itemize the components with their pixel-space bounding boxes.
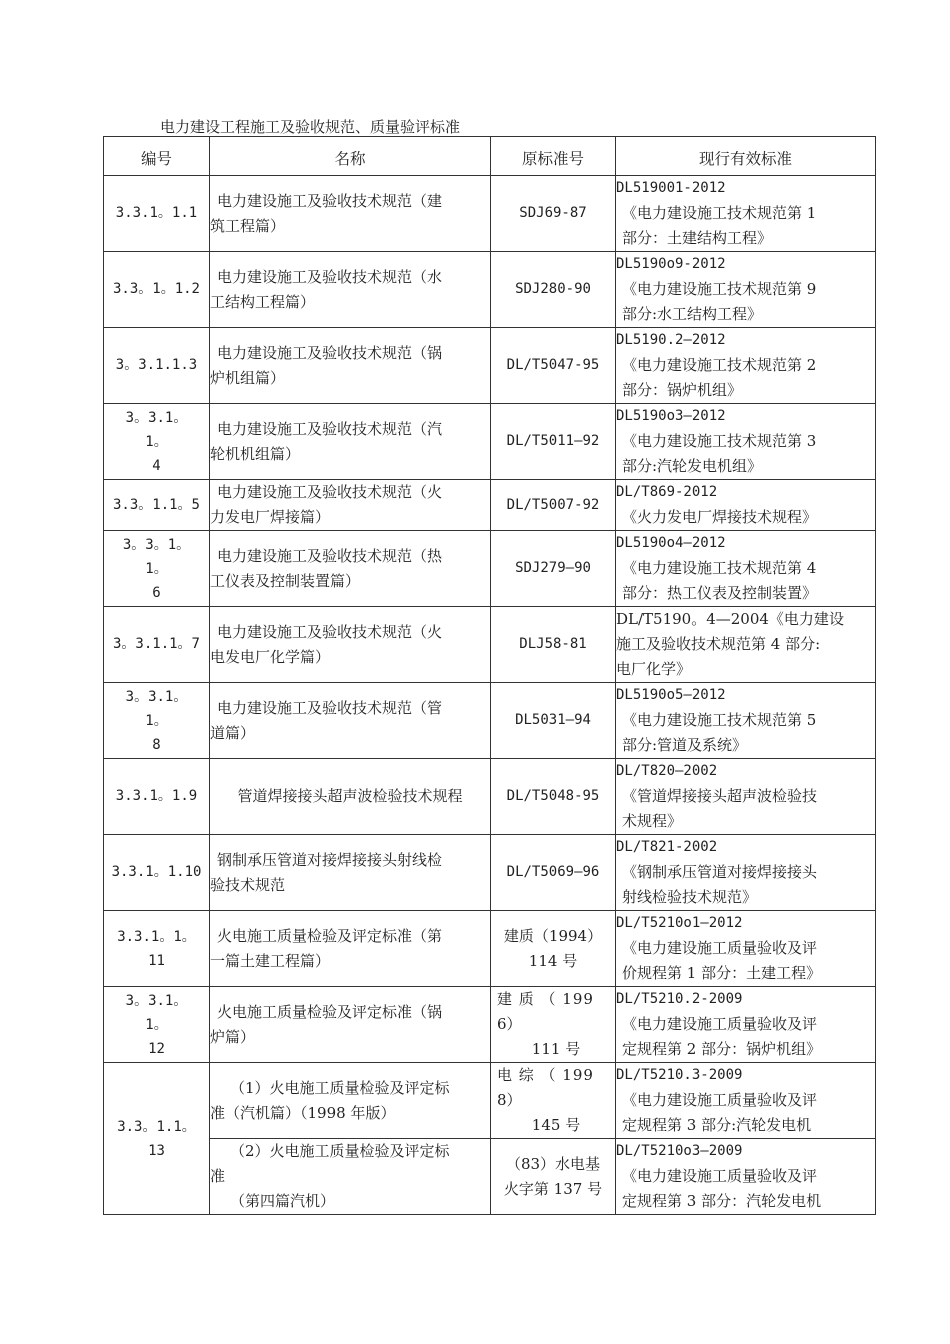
table-row — [104, 176, 876, 252]
cell-line: 轮机机组篇） — [210, 444, 301, 463]
cell-line: DL/T5069—96 — [506, 864, 600, 880]
cell-line: DL/T5210o3—2009 — [616, 1143, 743, 1159]
cell-line: 13 — [148, 1142, 165, 1159]
cell-original-standard — [491, 176, 616, 252]
cell-line: DL5190o5—2012 — [616, 687, 726, 703]
cell-line: 部分:管道及系统》 — [622, 736, 748, 754]
cell-number — [104, 531, 210, 607]
cell-line: 建质（1994） — [503, 926, 603, 945]
cell-line: 3。3.1.1。7 — [112, 636, 200, 652]
cell-line: 1。 — [145, 560, 168, 577]
standards-table — [103, 136, 876, 1215]
cell-line: 施工及验收技术规范第 4 部分: — [616, 635, 821, 653]
cell-line: 管道焊接接头超声波检验技术规程 — [237, 787, 463, 805]
page-title: 电力建设工程施工及验收规范、质量验评标准 — [160, 118, 461, 136]
cell-line: 部分：锅炉机组》 — [622, 381, 743, 399]
cell-line: 电力建设施工及验收技术规范（火 — [217, 483, 443, 501]
table-row — [104, 911, 876, 987]
table-row — [104, 480, 876, 531]
cell-line: 部分：土建结构工程》 — [622, 229, 773, 247]
header-original-standard: 原标准号 — [491, 137, 616, 176]
cell-line: 1。 — [145, 1016, 168, 1033]
cell-name — [210, 987, 491, 1063]
cell-line: 《管道焊接接头超声波检验技 — [622, 787, 818, 805]
table-header-row — [104, 137, 876, 176]
cell-line: 电力建设施工及验收技术规范（火 — [217, 622, 443, 641]
cell-number — [104, 911, 210, 987]
table-row — [104, 328, 876, 404]
cell-line: DL5190.2—2012 — [616, 332, 726, 348]
cell-line: SDJ279—90 — [515, 560, 591, 576]
cell-line: DL/T5011—92 — [506, 433, 600, 449]
cell-line: DL519001-2012 — [616, 180, 726, 196]
cell-line: 3.3。1.1。5 — [112, 496, 200, 513]
cell-original-standard — [491, 1139, 616, 1215]
header-number: 编号 — [104, 137, 210, 176]
cell-original-standard — [491, 911, 616, 987]
cell-line: 电发电厂化学篇） — [210, 647, 331, 666]
cell-line: DL5190o3—2012 — [616, 408, 726, 424]
cell-original-standard — [491, 480, 616, 531]
table-row — [104, 835, 876, 911]
cell-line: 《电力建设施工质量验收及评 — [622, 1015, 818, 1033]
cell-line: 工仪表及控制装置篇） — [210, 571, 361, 590]
cell-line: 定规程第 3 部分:汽轮发电机 — [622, 1116, 812, 1134]
header-current-standard: 现行有效标准 — [616, 137, 876, 176]
cell-name — [210, 531, 491, 607]
table-row — [104, 987, 876, 1063]
cell-name — [210, 607, 491, 683]
cell-current-standard — [616, 1139, 876, 1215]
cell-line: 6） — [497, 1015, 522, 1033]
cell-line: （第四篇汽机） — [230, 1192, 336, 1210]
cell-original-standard — [491, 607, 616, 683]
cell-current-standard — [616, 1063, 876, 1139]
cell-number — [104, 176, 210, 252]
cell-line: 价规程第 1 部分：土建工程》 — [622, 964, 822, 982]
cell-name — [210, 683, 491, 759]
cell-line: 电力建设施工及验收技术规范（建 — [217, 191, 443, 210]
cell-line: 3.3.1。1。 — [117, 928, 196, 945]
cell-line: 电力建设施工及验收技术规范（水 — [217, 267, 443, 286]
cell-line: 145 号 — [531, 1116, 581, 1134]
cell-number — [104, 759, 210, 835]
cell-line: DL/T869-2012 — [616, 484, 718, 500]
cell-line: 火电施工质量检验及评定标准（锅 — [217, 1002, 443, 1021]
cell-current-standard — [616, 480, 876, 531]
cell-line: DL/T5190。4—2004《电力建设 — [616, 610, 844, 628]
cell-original-standard — [491, 531, 616, 607]
cell-number — [104, 607, 210, 683]
cell-line: 部分:汽轮发电机组》 — [622, 457, 763, 475]
cell-line: 准（汽机篇）（1998 年版） — [210, 1103, 396, 1122]
cell-line: 定规程第 2 部分：锅炉机组》 — [622, 1040, 822, 1058]
cell-line: 8） — [497, 1091, 522, 1109]
cell-line: 筑工程篇） — [210, 216, 286, 235]
cell-line: 力发电厂焊接篇） — [210, 508, 331, 526]
cell-line: （83）水电基 — [505, 1154, 601, 1173]
table-row — [104, 759, 876, 835]
cell-line: 3.3。1。1.2 — [112, 281, 200, 297]
cell-original-standard — [491, 252, 616, 328]
cell-name — [210, 404, 491, 480]
cell-line: 12 — [148, 1040, 165, 1057]
cell-current-standard — [616, 835, 876, 911]
cell-line: 电力建设施工及验收技术规范（锅 — [217, 343, 443, 362]
table-row — [104, 404, 876, 480]
cell-line: 建 质 （ 199 — [497, 990, 594, 1008]
cell-line: 《电力建设施工技术规范第 9 — [622, 280, 817, 298]
cell-line: 术规程》 — [622, 812, 683, 830]
cell-original-standard — [491, 1063, 616, 1139]
cell-line: 钢制承压管道对接焊接接头射线检 — [217, 850, 443, 869]
cell-line: 准 — [210, 1167, 226, 1185]
cell-line: 《电力建设施工技术规范第 5 — [622, 711, 817, 729]
cell-line: 部分:水工结构工程》 — [622, 305, 763, 323]
cell-line: 114 号 — [528, 951, 578, 970]
cell-line: 定规程第 3 部分：汽轮发电机 — [622, 1192, 822, 1210]
cell-line: 《电力建设施工技术规范第 3 — [622, 432, 817, 450]
cell-line: SDJ280-90 — [515, 281, 591, 297]
cell-line: DL/T5210o1—2012 — [616, 915, 743, 931]
cell-line: 3。3.1。 — [125, 409, 188, 426]
cell-line: 3。3.1.1.3 — [115, 357, 198, 373]
cell-name — [210, 759, 491, 835]
cell-number — [104, 328, 210, 404]
cell-name — [210, 252, 491, 328]
cell-line: DL/T821-2002 — [616, 839, 718, 855]
cell-original-standard — [491, 404, 616, 480]
cell-line: 射线检验技术规范》 — [622, 888, 758, 906]
cell-line: 3.3.1。1.1 — [115, 205, 198, 221]
cell-line: 电厂化学》 — [616, 660, 692, 678]
cell-current-standard — [616, 531, 876, 607]
cell-number — [104, 683, 210, 759]
cell-current-standard — [616, 683, 876, 759]
cell-number — [104, 987, 210, 1063]
cell-line: 炉机组篇） — [210, 368, 286, 387]
cell-line: DL/T5210.3-2009 — [616, 1067, 743, 1083]
cell-current-standard — [616, 759, 876, 835]
cell-number — [104, 480, 210, 531]
cell-line: 3.3.1。1.9 — [115, 788, 198, 804]
cell-current-standard — [616, 328, 876, 404]
cell-line: （2）火电施工质量检验及评定标 — [230, 1142, 450, 1160]
cell-current-standard — [616, 176, 876, 252]
cell-current-standard — [616, 987, 876, 1063]
cell-name — [210, 1139, 491, 1215]
cell-number — [104, 1063, 210, 1215]
cell-current-standard — [616, 252, 876, 328]
table-row — [104, 531, 876, 607]
cell-line: DL5190o9-2012 — [616, 256, 726, 272]
cell-name — [210, 911, 491, 987]
cell-line: 电力建设施工及验收技术规范（管 — [217, 698, 443, 717]
cell-line: 3。3.1。 — [125, 992, 188, 1009]
cell-number — [104, 835, 210, 911]
cell-line: 《电力建设施工技术规范第 2 — [622, 356, 817, 374]
cell-line: DL5031—94 — [515, 712, 591, 728]
cell-number — [104, 252, 210, 328]
cell-line: 火字第 137 号 — [503, 1179, 603, 1198]
cell-line: （1）火电施工质量检验及评定标 — [230, 1078, 450, 1097]
cell-original-standard — [491, 328, 616, 404]
cell-line: DL5190o4—2012 — [616, 535, 726, 551]
cell-line: 3。3。1。 — [122, 536, 191, 553]
cell-line: 6 — [152, 584, 161, 601]
cell-line: 3。3.1。 — [125, 688, 188, 705]
cell-original-standard — [491, 683, 616, 759]
cell-name — [210, 176, 491, 252]
cell-line: 一篇土建工程篇） — [210, 951, 331, 970]
cell-line: 111 号 — [531, 1040, 581, 1058]
table-row — [104, 1063, 876, 1139]
cell-line: 3.3.1。1.10 — [111, 864, 202, 880]
table-row — [104, 683, 876, 759]
cell-line: 《电力建设施工质量验收及评 — [622, 1167, 818, 1185]
cell-line: 《电力建设施工技术规范第 4 — [622, 559, 817, 577]
cell-line: 8 — [152, 736, 161, 753]
cell-current-standard — [616, 404, 876, 480]
table-row — [104, 252, 876, 328]
cell-current-standard — [616, 607, 876, 683]
cell-line: DL/T820—2002 — [616, 763, 718, 779]
cell-line: 火电施工质量检验及评定标准（第 — [217, 926, 443, 945]
cell-line: 《电力建设施工质量验收及评 — [622, 1091, 818, 1109]
cell-line: 电 综 （ 199 — [497, 1066, 594, 1084]
cell-name — [210, 835, 491, 911]
cell-original-standard — [491, 759, 616, 835]
cell-line: DL/T5210.2-2009 — [616, 991, 743, 1007]
cell-line: 炉篇） — [210, 1027, 256, 1046]
cell-line: 《钢制承压管道对接焊接接头 — [622, 863, 818, 881]
cell-line: 1。 — [145, 433, 168, 450]
cell-line: 11 — [148, 952, 165, 969]
table-row — [104, 607, 876, 683]
cell-line: 《火力发电厂焊接技术规程》 — [622, 508, 818, 526]
cell-line: 1。 — [145, 712, 168, 729]
cell-line: 道篇） — [210, 723, 256, 742]
cell-line: SDJ69-87 — [519, 205, 587, 221]
cell-line: DL/T5048-95 — [506, 788, 600, 804]
cell-name — [210, 480, 491, 531]
cell-line: DLJ58-81 — [519, 636, 587, 652]
cell-line: 工结构工程篇） — [210, 292, 316, 311]
cell-line: DL/T5047-95 — [506, 357, 600, 373]
cell-original-standard — [491, 835, 616, 911]
cell-line: DL/T5007-92 — [506, 496, 600, 513]
cell-line: 3.3。1.1。 — [117, 1118, 196, 1135]
cell-line: 4 — [152, 457, 161, 474]
cell-line: 部分：热工仪表及控制装置》 — [622, 584, 818, 602]
cell-line: 《电力建设施工质量验收及评 — [622, 939, 818, 957]
cell-name — [210, 1063, 491, 1139]
cell-line: 《电力建设施工技术规范第 1 — [622, 204, 817, 222]
cell-number — [104, 404, 210, 480]
cell-line: 验技术规范 — [210, 875, 286, 894]
header-name: 名称 — [210, 137, 491, 176]
table-row — [104, 1139, 876, 1215]
cell-line: 电力建设施工及验收技术规范（汽 — [217, 419, 443, 438]
cell-original-standard — [491, 987, 616, 1063]
cell-line: 电力建设施工及验收技术规范（热 — [217, 546, 443, 565]
cell-name — [210, 328, 491, 404]
cell-current-standard — [616, 911, 876, 987]
